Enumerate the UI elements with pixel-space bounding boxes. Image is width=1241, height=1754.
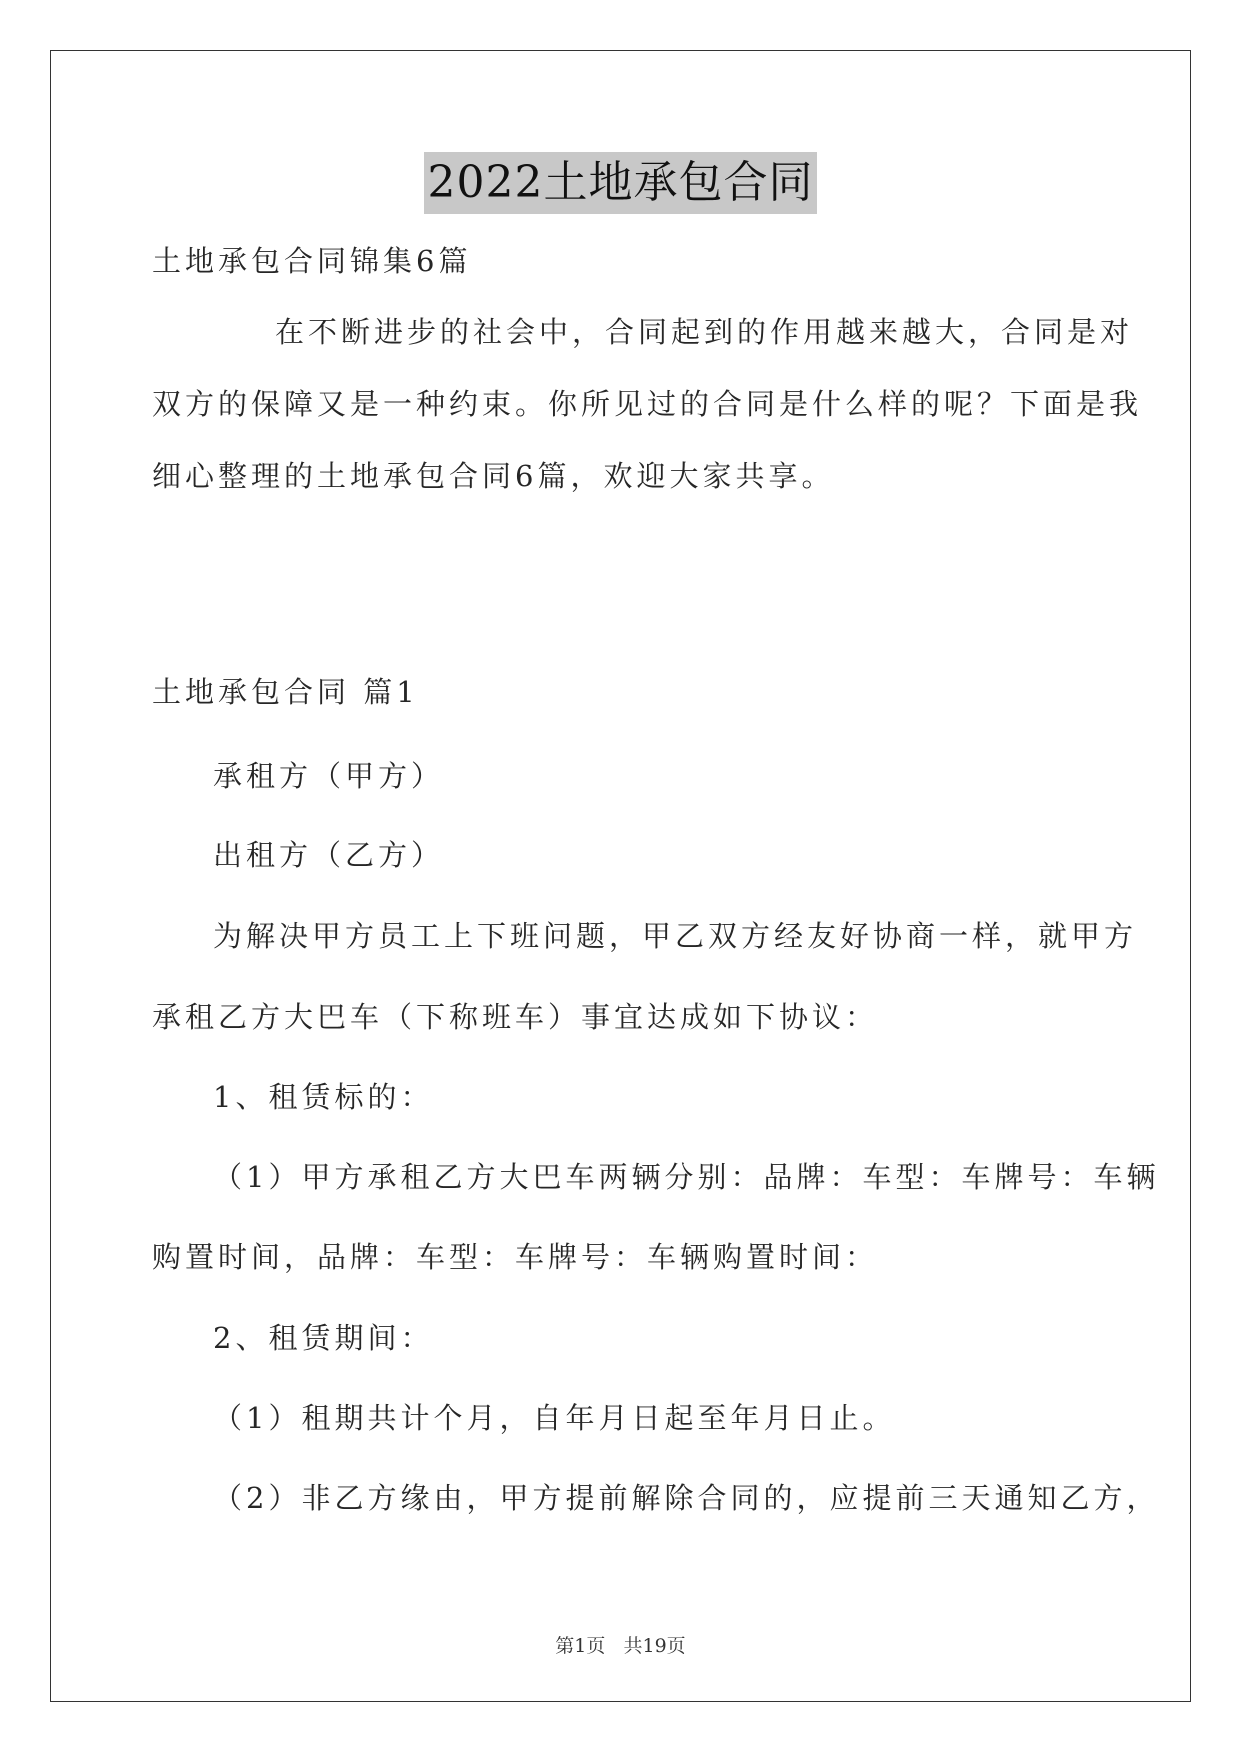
lessor-line: 出租方（乙方） xyxy=(213,838,445,872)
intro-paragraph-line-3: 细心整理的土地承包合同6篇，欢迎大家共享。 xyxy=(152,459,835,493)
page-border xyxy=(50,50,1191,1702)
collection-heading: 土地承包合同锦集6篇 xyxy=(152,244,472,278)
clause-1-item-1-line-1: （1）甲方承租乙方大巴车两辆分别：品牌：车型：车牌号：车辆 xyxy=(213,1160,1160,1194)
document-title: 2022土地承包合同 xyxy=(424,152,818,214)
section-heading: 土地承包合同 篇1 xyxy=(152,675,419,709)
purpose-paragraph-line-1: 为解决甲方员工上下班问题，甲乙双方经友好协商一样，就甲方 xyxy=(213,919,1138,953)
intro-paragraph-line-2: 双方的保障又是一种约束。你所见过的合同是什么样的呢？下面是我 xyxy=(152,387,1143,421)
title-container xyxy=(0,152,1241,214)
clause-2-item-2: （2）非乙方缘由，甲方提前解除合同的，应提前三天通知乙方， xyxy=(213,1481,1160,1515)
clause-1-item-1-line-2: 购置时间，品牌：车型：车牌号：车辆购置时间： xyxy=(152,1240,879,1274)
clause-2-item-1: （1）租期共计个月，自年月日起至年月日止。 xyxy=(213,1401,896,1435)
clause-2-heading: 2、租赁期间： xyxy=(213,1321,434,1355)
intro-paragraph-line-1: 在不断进步的社会中，合同起到的作用越来越大，合同是对 xyxy=(275,315,1134,349)
clause-1-heading: 1、租赁标的： xyxy=(213,1080,434,1114)
lessee-line: 承租方（甲方） xyxy=(213,759,445,793)
page-footer: 第1页 共19页 xyxy=(555,1635,686,1657)
purpose-paragraph-line-2: 承租乙方大巴车（下称班车）事宜达成如下协议： xyxy=(152,1000,879,1034)
